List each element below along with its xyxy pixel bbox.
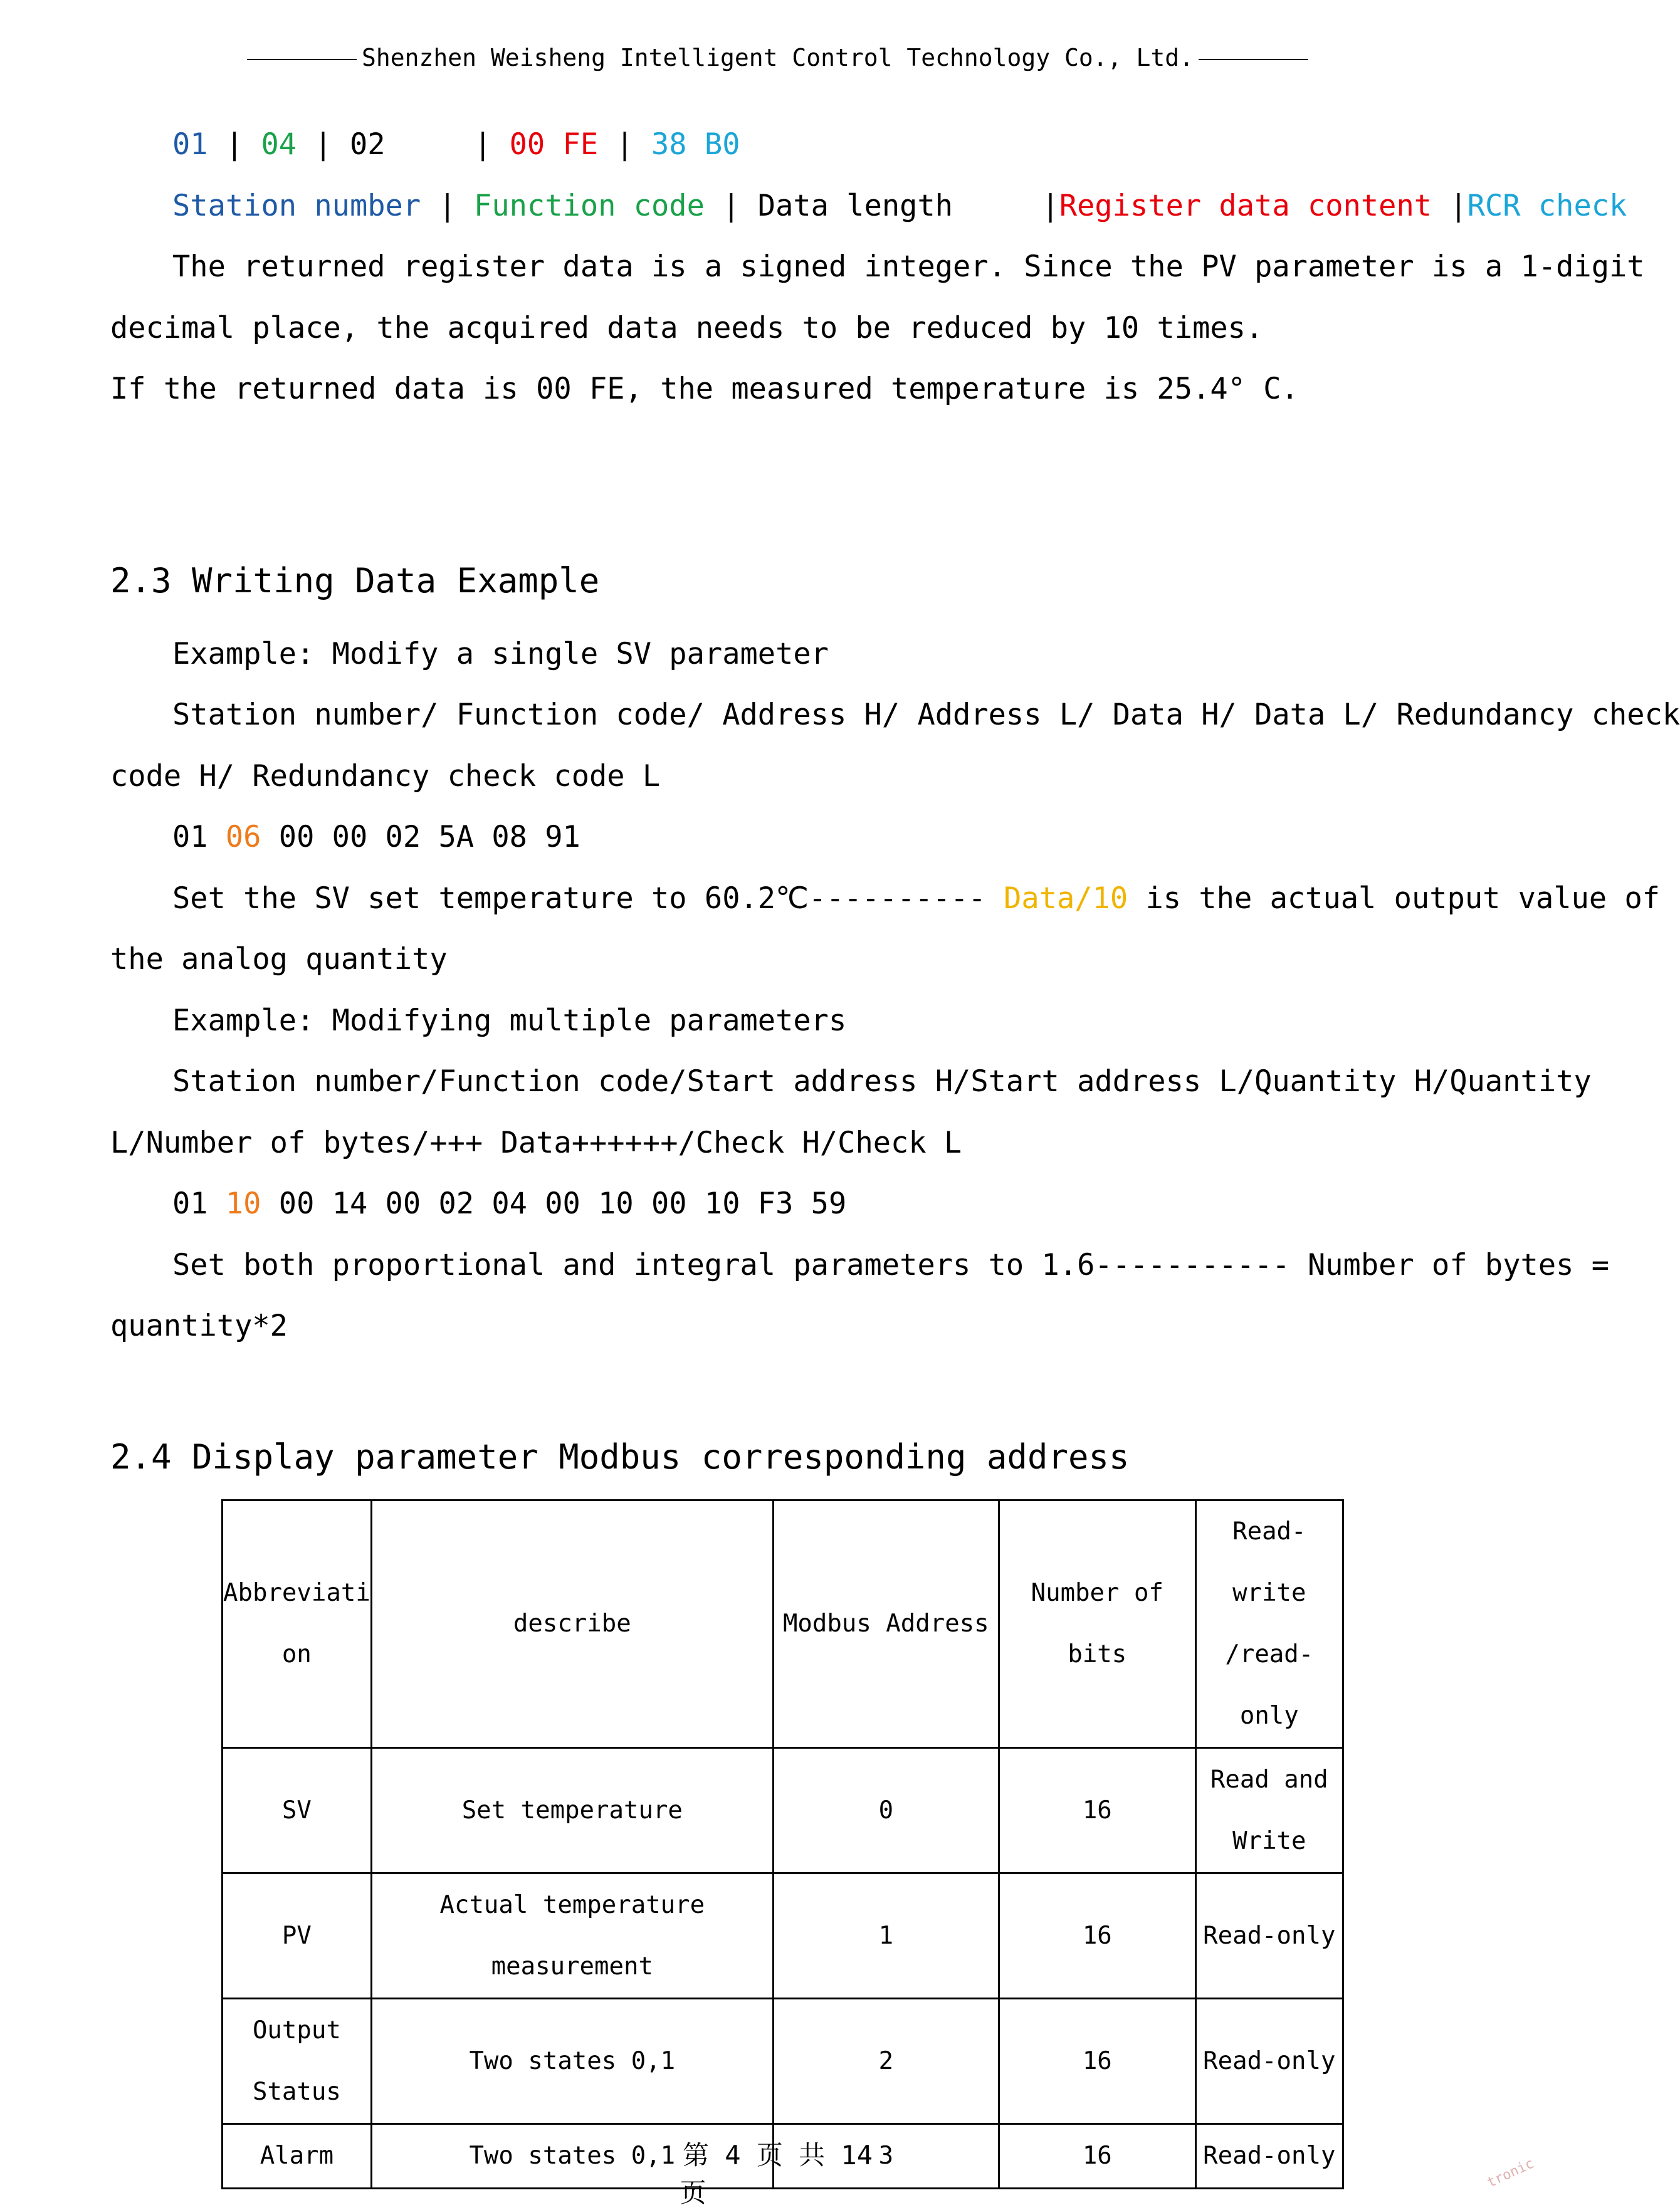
example1-bytes: 01 06 00 00 02 5A 08 91 xyxy=(172,820,580,854)
rcr-bytes: 38 B0 xyxy=(651,127,740,162)
page-footer xyxy=(0,2135,1555,2208)
cell-rw: Read and Write xyxy=(1195,1748,1343,1873)
register-data-bytes: 00 FE xyxy=(509,127,599,162)
cell-bits: 16 xyxy=(999,1999,1195,2124)
length-label: Data length xyxy=(757,189,953,223)
cell-abbr: SV xyxy=(223,1748,372,1873)
example1-title: Example: Modify a single SV parameter xyxy=(172,637,829,671)
cell-addr: 3 xyxy=(773,2124,999,2189)
rcr-label: RCR check xyxy=(1467,189,1627,223)
page-number: 第 4 页 共 14 xyxy=(682,2140,873,2171)
frame-labels-row: Station number | Function code | Data length |Register data content |RCR check xyxy=(172,189,1627,223)
section-2-3-title: 2.3 Writing Data Example xyxy=(110,561,600,600)
example2-note-line1: Set both proportional and integral parameters to 1.6----------- Number of bytes = xyxy=(172,1248,1610,1282)
header-number-of-bits: Number of bits xyxy=(999,1500,1195,1748)
cell-abbr: Alarm xyxy=(223,2124,372,2189)
function-byte: 04 xyxy=(261,127,297,162)
data-div-10-highlight: Data/10 xyxy=(1004,881,1128,916)
intro-paragraph-line2: decimal place, the acquired data needs to be reduced by 10 times. xyxy=(110,311,1264,345)
station-byte: 01 xyxy=(172,127,208,162)
table-row xyxy=(223,1873,1343,1999)
page-footer-cut-glyph: 页 xyxy=(680,2177,706,2208)
section-2-4-title: 2.4 Display parameter Modbus corresponding address xyxy=(110,1437,1130,1477)
example1-note-line2: the analog quantity xyxy=(110,942,448,977)
cell-addr: 1 xyxy=(773,1873,999,1999)
header-describe: describe xyxy=(371,1500,773,1748)
cell-desc: Two states 0,1 xyxy=(371,2124,773,2189)
cell-addr: 0 xyxy=(773,1748,999,1873)
table-row xyxy=(223,1999,1343,2124)
cell-bits: 16 xyxy=(999,2124,1195,2189)
header-rule-left xyxy=(247,59,357,60)
watermark: tronic xyxy=(1484,2155,1537,2191)
cell-desc: Set temperature xyxy=(371,1748,773,1873)
example2-function-code: 10 xyxy=(225,1186,261,1221)
cell-bits: 16 xyxy=(999,1873,1195,1999)
table-header-row xyxy=(223,1500,1343,1748)
company-name: Shenzhen Weisheng Intelligent Control Technology Co., Ltd. xyxy=(362,44,1194,71)
cell-bits: 16 xyxy=(999,1748,1195,1873)
example2-title: Example: Modifying multiple parameters xyxy=(172,1003,847,1038)
cell-rw: Read-only xyxy=(1195,1999,1343,2124)
frame-bytes-row: 01 | 04 | 02 | 00 FE | 38 B0 xyxy=(172,127,740,162)
cell-desc: Two states 0,1 xyxy=(371,1999,773,2124)
header-rule-right xyxy=(1199,59,1308,60)
intro-paragraph-2: If the returned data is 00 FE, the measured temperature is 25.4° C. xyxy=(110,372,1299,406)
header-abbreviation: Abbreviati on xyxy=(223,1500,372,1748)
modbus-address-table xyxy=(221,1499,1344,2208)
header-modbus-address: Modbus Address xyxy=(773,1500,999,1748)
example1-function-code: 06 xyxy=(225,820,261,854)
page-header xyxy=(0,44,1555,71)
length-byte: 02 xyxy=(349,127,386,162)
intro-paragraph-line1: The returned register data is a signed integer. Since the PV parameter is a 1-digit xyxy=(172,249,1645,284)
example2-bytes: 01 10 00 14 00 02 04 00 10 00 10 F3 59 xyxy=(172,1186,847,1221)
cell-rw: Read-only xyxy=(1195,2124,1343,2189)
example2-note-line2: quantity*2 xyxy=(110,1309,288,1343)
register-label: Register data content xyxy=(1059,189,1432,223)
cell-desc: Actual temperature measurement xyxy=(371,1873,773,1999)
cell-rw: Read-only xyxy=(1195,1873,1343,1999)
cell-abbr: Output Status xyxy=(223,1999,372,2124)
table-row xyxy=(223,1748,1343,1873)
station-label: Station number xyxy=(172,189,421,223)
example2-format-line1: Station number/Function code/Start address H/Start address L/Quantity H/Quantity xyxy=(172,1064,1592,1099)
example2-format-line2: L/Number of bytes/+++ Data++++++/Check H/Check L xyxy=(110,1126,962,1160)
example1-note-line1: Set the SV set temperature to 60.2℃---------- Data/10 is the actual output value of xyxy=(172,881,1661,916)
example1-format-line2: code H/ Redundancy check code L xyxy=(110,759,661,793)
example1-format-line1: Station number/ Function code/ Address H/ Address L/ Data H/ Data L/ Redundancy check xyxy=(172,698,1680,732)
header-read-write: Read-write /read-only xyxy=(1195,1500,1343,1748)
cell-addr: 2 xyxy=(773,1999,999,2124)
cell-abbr: PV xyxy=(223,1873,372,1999)
function-label: Function code xyxy=(474,189,705,223)
